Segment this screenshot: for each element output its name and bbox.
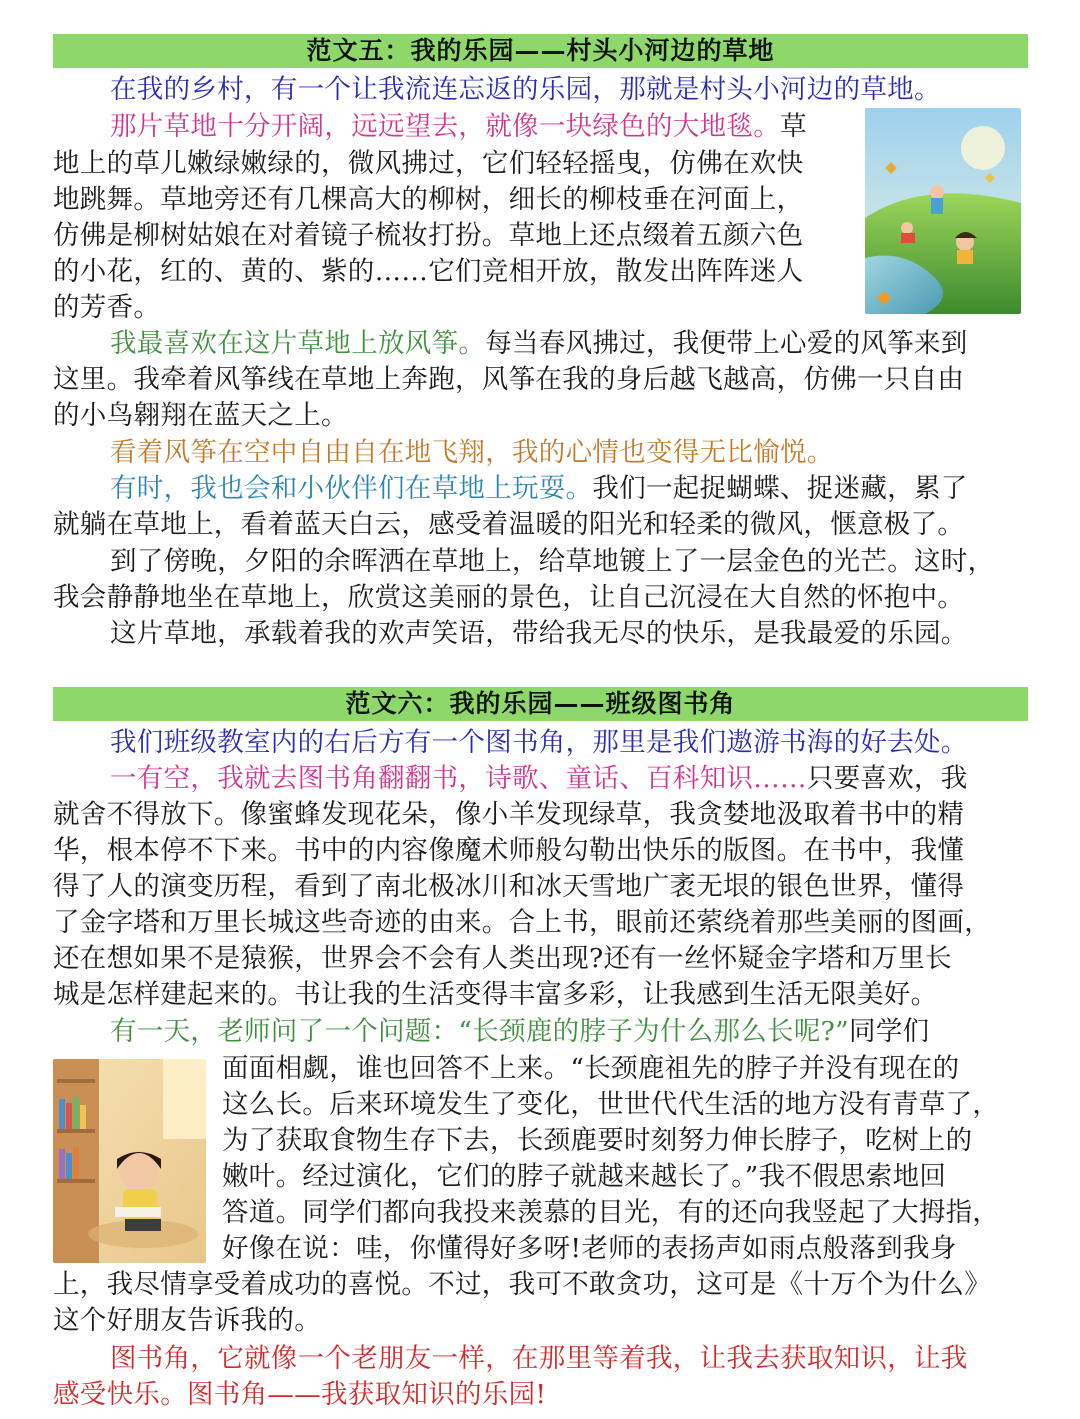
essay6-line-2-rest: 只要喜欢，我 bbox=[806, 763, 968, 794]
essay6-title: 范文六：我的乐园——班级图书角 bbox=[53, 687, 1028, 721]
essay5-line-2 bbox=[110, 110, 807, 144]
essay5-line-15: 我会静静地坐在草地上，欣赏这美丽的景色，让自己沉浸在大自然的怀抱中。 bbox=[53, 582, 965, 613]
essay5-line-1: 在我的乡村，有一个让我流连忘返的乐园，那就是村头小河边的草地。 bbox=[110, 74, 941, 105]
essay6-line-2 bbox=[110, 762, 968, 796]
essay5-line-5: 仿佛是柳树姑娘在对着镜子梳妆打扮。草地上还点缀着五颜六色 bbox=[53, 220, 804, 251]
essay6-line-13: 嫩叶。经过演化，它们的脖子就越来越长了。”我不假思索地回 bbox=[222, 1161, 947, 1192]
essay5-line-11: 看着风筝在空中自由自在地飞翔，我的心情也变得无比愉悦。 bbox=[110, 437, 834, 468]
essay6-line-17: 这个好朋友告诉我的。 bbox=[53, 1305, 321, 1336]
essay6-line-10: 面面相觑，谁也回答不上来。“长颈鹿祖先的脖子并没有现在的 bbox=[222, 1053, 960, 1084]
essay6-line-11: 这么长。后来环境发生了变化，世世代代生活的地方没有青草了， bbox=[222, 1089, 1000, 1120]
essay5-line-12 bbox=[110, 472, 968, 506]
essay6-line-7: 还在想如果不是猿猴，世界会不会有人类出现?还有一丝怀疑金字塔和万里长 bbox=[53, 943, 952, 974]
essay6-line-4: 华，根本停不下来。书中的内容像魔术师般勾勒出快乐的版图。在书中，我懂 bbox=[53, 835, 965, 866]
essay6-line-9-highlight: 有一天，老师问了一个问题：“长颈鹿的脖子为什么那么长呢?” bbox=[110, 1016, 850, 1047]
essay6-line-8: 城是怎样建起来的。书让我的生活变得丰富多彩，让我感到生活无限美好。 bbox=[53, 979, 938, 1010]
essay6-line-12: 为了获取食物生存下去，长颈鹿要时刻努力伸长脖子，吃树上的 bbox=[222, 1125, 973, 1156]
reading-girl-illustration bbox=[53, 1059, 206, 1263]
essay5-line-13: 就躺在草地上，看着蓝天白云，感受着温暖的阳光和轻柔的微风，惬意极了。 bbox=[53, 509, 965, 540]
essay6-line-14: 答道。同学们都向我投来羡慕的目光，有的还向我竖起了大拇指， bbox=[222, 1197, 1000, 1228]
meadow-children-illustration bbox=[865, 108, 1021, 314]
essay6-line-15: 好像在说：哇，你懂得好多呀!老师的表扬声如雨点般落到我身 bbox=[222, 1233, 957, 1264]
meadow-illustration-svg bbox=[865, 108, 1021, 314]
essay6-line-18: 图书角，它就像一个老朋友一样，在那里等着我，让我去获取知识，让我 bbox=[110, 1343, 968, 1374]
essay6-line-19: 感受快乐。图书角——我获取知识的乐园! bbox=[53, 1379, 547, 1410]
essay5-line-8 bbox=[110, 327, 968, 361]
essay5-line-6: 的小花，红的、黄的、紫的……它们竞相开放，散发出阵阵迷人 bbox=[53, 256, 804, 287]
essay6-line-3: 就舍不得放下。像蜜蜂发现花朵，像小羊发现绿草，我贪婪地汲取着书中的精 bbox=[53, 799, 965, 830]
essay5-line-10: 的小鸟翱翔在蓝天之上。 bbox=[53, 400, 348, 431]
essay5-line-8-rest: 每当春风拂过，我便带上心爱的风筝来到 bbox=[485, 328, 968, 359]
essay5-line-12-rest: 我们一起捉蝴蝶、捉迷藏，累了 bbox=[592, 473, 968, 504]
essay5-line-16: 这片草地，承载着我的欢声笑语，带给我无尽的快乐，是我最爱的乐园。 bbox=[110, 618, 968, 649]
essay6-line-2-highlight: 一有空，我就去图书角翻翻书，诗歌、童话、百科知识…… bbox=[110, 763, 807, 794]
essay6-line-1: 我们班级教室内的右后方有一个图书角，那里是我们遨游书海的好去处。 bbox=[110, 727, 968, 758]
essay5-line-12-highlight: 有时，我也会和小伙伴们在草地上玩耍。 bbox=[110, 473, 593, 504]
essay5-line-14: 到了傍晚，夕阳的余晖洒在草地上，给草地镀上了一层金色的光芒。这时， bbox=[110, 546, 995, 577]
essay5-line-8-highlight: 我最喜欢在这片草地上放风筝。 bbox=[110, 328, 486, 359]
essay5-title: 范文五：我的乐园——村头小河边的草地 bbox=[53, 34, 1028, 68]
essay5-line-3: 地上的草儿嫩绿嫩绿的，微风拂过，它们轻轻摇曳，仿佛在欢快 bbox=[53, 148, 804, 179]
essay6-line-5: 得了人的演变历程，看到了南北极冰川和冰天雪地广袤无垠的银色世界，懂得 bbox=[53, 871, 965, 902]
essay6-line-16: 上，我尽情享受着成功的喜悦。不过，我可不敢贪功，这可是《十万个为什么》 bbox=[53, 1269, 991, 1300]
essay5-line-2-rest: 草 bbox=[780, 111, 807, 142]
essay5-line-9: 这里。我牵着风筝线在草地上奔跑，风筝在我的身后越飞越高，仿佛一只自由 bbox=[53, 364, 965, 395]
essay5-line-4: 地跳舞。草地旁还有几棵高大的柳树，细长的柳枝垂在河面上， bbox=[53, 184, 804, 215]
essay6-line-9 bbox=[110, 1015, 929, 1049]
reading-illustration-svg bbox=[53, 1059, 206, 1263]
essay6-line-6: 了金字塔和万里长城这些奇迹的由来。合上书，眼前还萦绕着那些美丽的图画， bbox=[53, 907, 991, 938]
essay5-line-7: 的芳香。 bbox=[53, 292, 161, 323]
essay5-line-2-highlight: 那片草地十分开阔，远远望去，就像一块绿色的大地毯。 bbox=[110, 111, 780, 142]
essay6-line-9-rest: 同学们 bbox=[849, 1016, 930, 1047]
